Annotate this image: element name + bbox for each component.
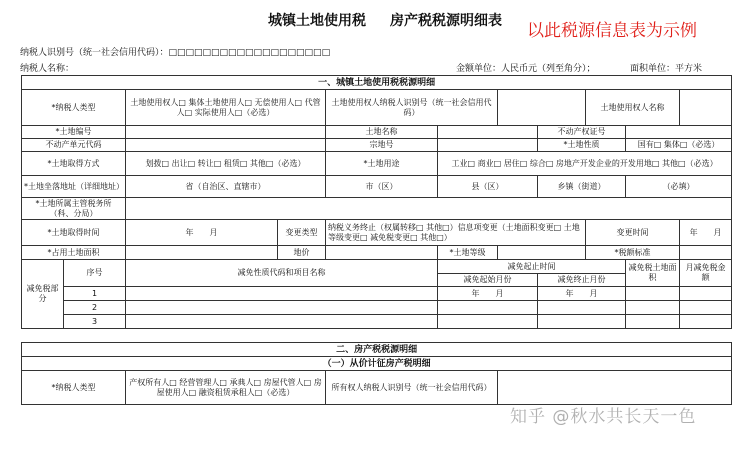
taxpayer-type-label: *纳税人类型 [22, 90, 126, 126]
change-type-options[interactable]: 纳税义务终止（权属转移□ 其他□）信息项变更（土地面积变更□ 土地等级变更□ 减免税变更□ 其他□） [326, 220, 586, 246]
relief-start-cell[interactable]: 年 月 [438, 287, 538, 301]
tax-office-value[interactable] [126, 198, 732, 220]
spacer-row [22, 329, 732, 343]
relief-end-header: 减免终止月份 [538, 274, 626, 287]
relief-start-cell[interactable] [438, 315, 538, 329]
taxpayer-type-options[interactable]: 土地使用权人□ 集体土地使用人□ 无偿使用人□ 代管人□ 实际使用人□（必选） [126, 90, 326, 126]
unit-code-value[interactable] [126, 139, 326, 152]
relief-amount-cell[interactable] [680, 315, 732, 329]
title-left: 城镇土地使用税 [268, 13, 366, 29]
land-name-value[interactable] [438, 126, 538, 139]
property-cert-label: 不动产权证号 [538, 126, 626, 139]
tax-office-label: *土地所属主管税务所（科、分局） [22, 198, 126, 220]
parcel-number-label: 宗地号 [326, 139, 438, 152]
acquisition-method-options[interactable]: 划拨□ 出让□ 转让□ 租赁□ 其他□（必选） [126, 152, 326, 176]
relief-section-label: 减免税部分 [22, 260, 64, 329]
land-price-label: 地价 [278, 246, 326, 260]
land-use-label: *土地用途 [326, 152, 438, 176]
change-type-label: 变更类型 [278, 220, 326, 246]
land-number-value[interactable] [126, 126, 326, 139]
land-nature-options[interactable]: 国有□ 集体□（必选） [626, 139, 732, 152]
owner-id-value[interactable] [498, 371, 732, 405]
land-price-value[interactable] [326, 246, 438, 260]
taxpayer-name-line: 纳税人名称： [20, 64, 75, 74]
example-note: 以此税源信息表为示例 [527, 21, 697, 41]
address-town[interactable]: 乡镇（街道） [538, 176, 626, 198]
relief-area-cell[interactable] [626, 301, 680, 315]
land-use-options[interactable]: 工业□ 商业□ 居住□ 综合□ 房地产开发企业的开发用地□ 其他□（必选） [438, 152, 732, 176]
address-province[interactable]: 省（自治区、直辖市） [126, 176, 326, 198]
land-number-label: *土地编号 [22, 126, 126, 139]
section-2a-title: （一）从价计征房产税明细 [22, 357, 732, 371]
land-address-label: *土地坐落地址（详细地址） [22, 176, 126, 198]
relief-code-cell[interactable] [126, 301, 438, 315]
house-taxpayer-type-options[interactable]: 产权所有人□ 经营管理人□ 承典人□ 房屋代管人□ 房屋使用人□ 融资租赁承租人□（必选） [126, 371, 326, 405]
change-time-label: 变更时间 [586, 220, 680, 246]
relief-start-header: 减免起始月份 [438, 274, 538, 287]
occupied-area-label: *占用土地面积 [22, 246, 126, 260]
relief-row-number: 2 [64, 301, 126, 315]
relief-end-cell[interactable] [538, 301, 626, 315]
relief-period-header: 减免起止时间 [438, 260, 626, 274]
relief-code-cell[interactable] [126, 315, 438, 329]
relief-start-cell[interactable] [438, 301, 538, 315]
relief-end-cell[interactable] [538, 315, 626, 329]
owner-id-label: 所有权人纳税人识别号（统一社会信用代码） [326, 371, 498, 405]
land-user-id-value[interactable] [498, 90, 586, 126]
taxpayer-id-line: 纳税人识别号（统一社会信用代码）：□□□□□□□□□□□□□□□□□□□ [20, 48, 331, 58]
unit-code-label: 不动产单元代码 [22, 139, 126, 152]
land-name-label: 土地名称 [326, 126, 438, 139]
watermark: 知乎 @秋水共长天一色 [510, 407, 697, 427]
section-1-title: 一、城镇土地使用税税源明细 [22, 76, 732, 90]
relief-amount-cell[interactable] [680, 301, 732, 315]
occupied-area-value[interactable] [126, 246, 278, 260]
land-user-name-label: 土地使用权人名称 [586, 90, 680, 126]
relief-code-cell[interactable] [126, 287, 438, 301]
tax-source-table [21, 75, 731, 432]
address-city[interactable]: 市（区） [326, 176, 438, 198]
acquisition-time-value[interactable]: 年 月 [126, 220, 278, 246]
title-right: 房产税税源明细表 [390, 13, 502, 29]
relief-row-number: 1 [64, 287, 126, 301]
relief-area-cell[interactable] [626, 287, 680, 301]
land-user-name-value[interactable] [680, 90, 732, 126]
relief-seq-header: 序号 [64, 260, 126, 287]
address-county[interactable]: 县（区） [438, 176, 538, 198]
section-2-title: 二、房产税税源明细 [22, 343, 732, 357]
relief-amount-cell[interactable] [680, 287, 732, 301]
change-time-value[interactable]: 年 月 [680, 220, 732, 246]
parcel-number-value[interactable] [438, 139, 538, 152]
land-nature-label: *土地性质 [538, 139, 626, 152]
acquisition-time-label: *土地取得时间 [22, 220, 126, 246]
area-unit: 面积单位：平方米 [630, 64, 703, 74]
relief-amount-header: 月减免税金额 [680, 260, 732, 287]
relief-area-cell[interactable] [626, 315, 680, 329]
relief-code-header: 减免性质代码和项目名称 [126, 260, 438, 287]
land-grade-value[interactable] [498, 246, 586, 260]
tax-rate-label: *税额标准 [586, 246, 680, 260]
address-required: （必填） [626, 176, 732, 198]
property-cert-value[interactable] [626, 126, 732, 139]
relief-row-number: 3 [64, 315, 126, 329]
land-grade-label: *土地等级 [438, 246, 498, 260]
tax-rate-value[interactable] [680, 246, 732, 260]
relief-end-cell[interactable]: 年 月 [538, 287, 626, 301]
acquisition-method-label: *土地取得方式 [22, 152, 126, 176]
house-taxpayer-type-label: *纳税人类型 [22, 371, 126, 405]
currency-unit: 金额单位：人民币元（列至角分）； [456, 64, 596, 74]
relief-area-header: 减免税土地面积 [626, 260, 680, 287]
land-user-id-label: 土地使用权人纳税人识别号（统一社会信用代码） [326, 90, 498, 126]
